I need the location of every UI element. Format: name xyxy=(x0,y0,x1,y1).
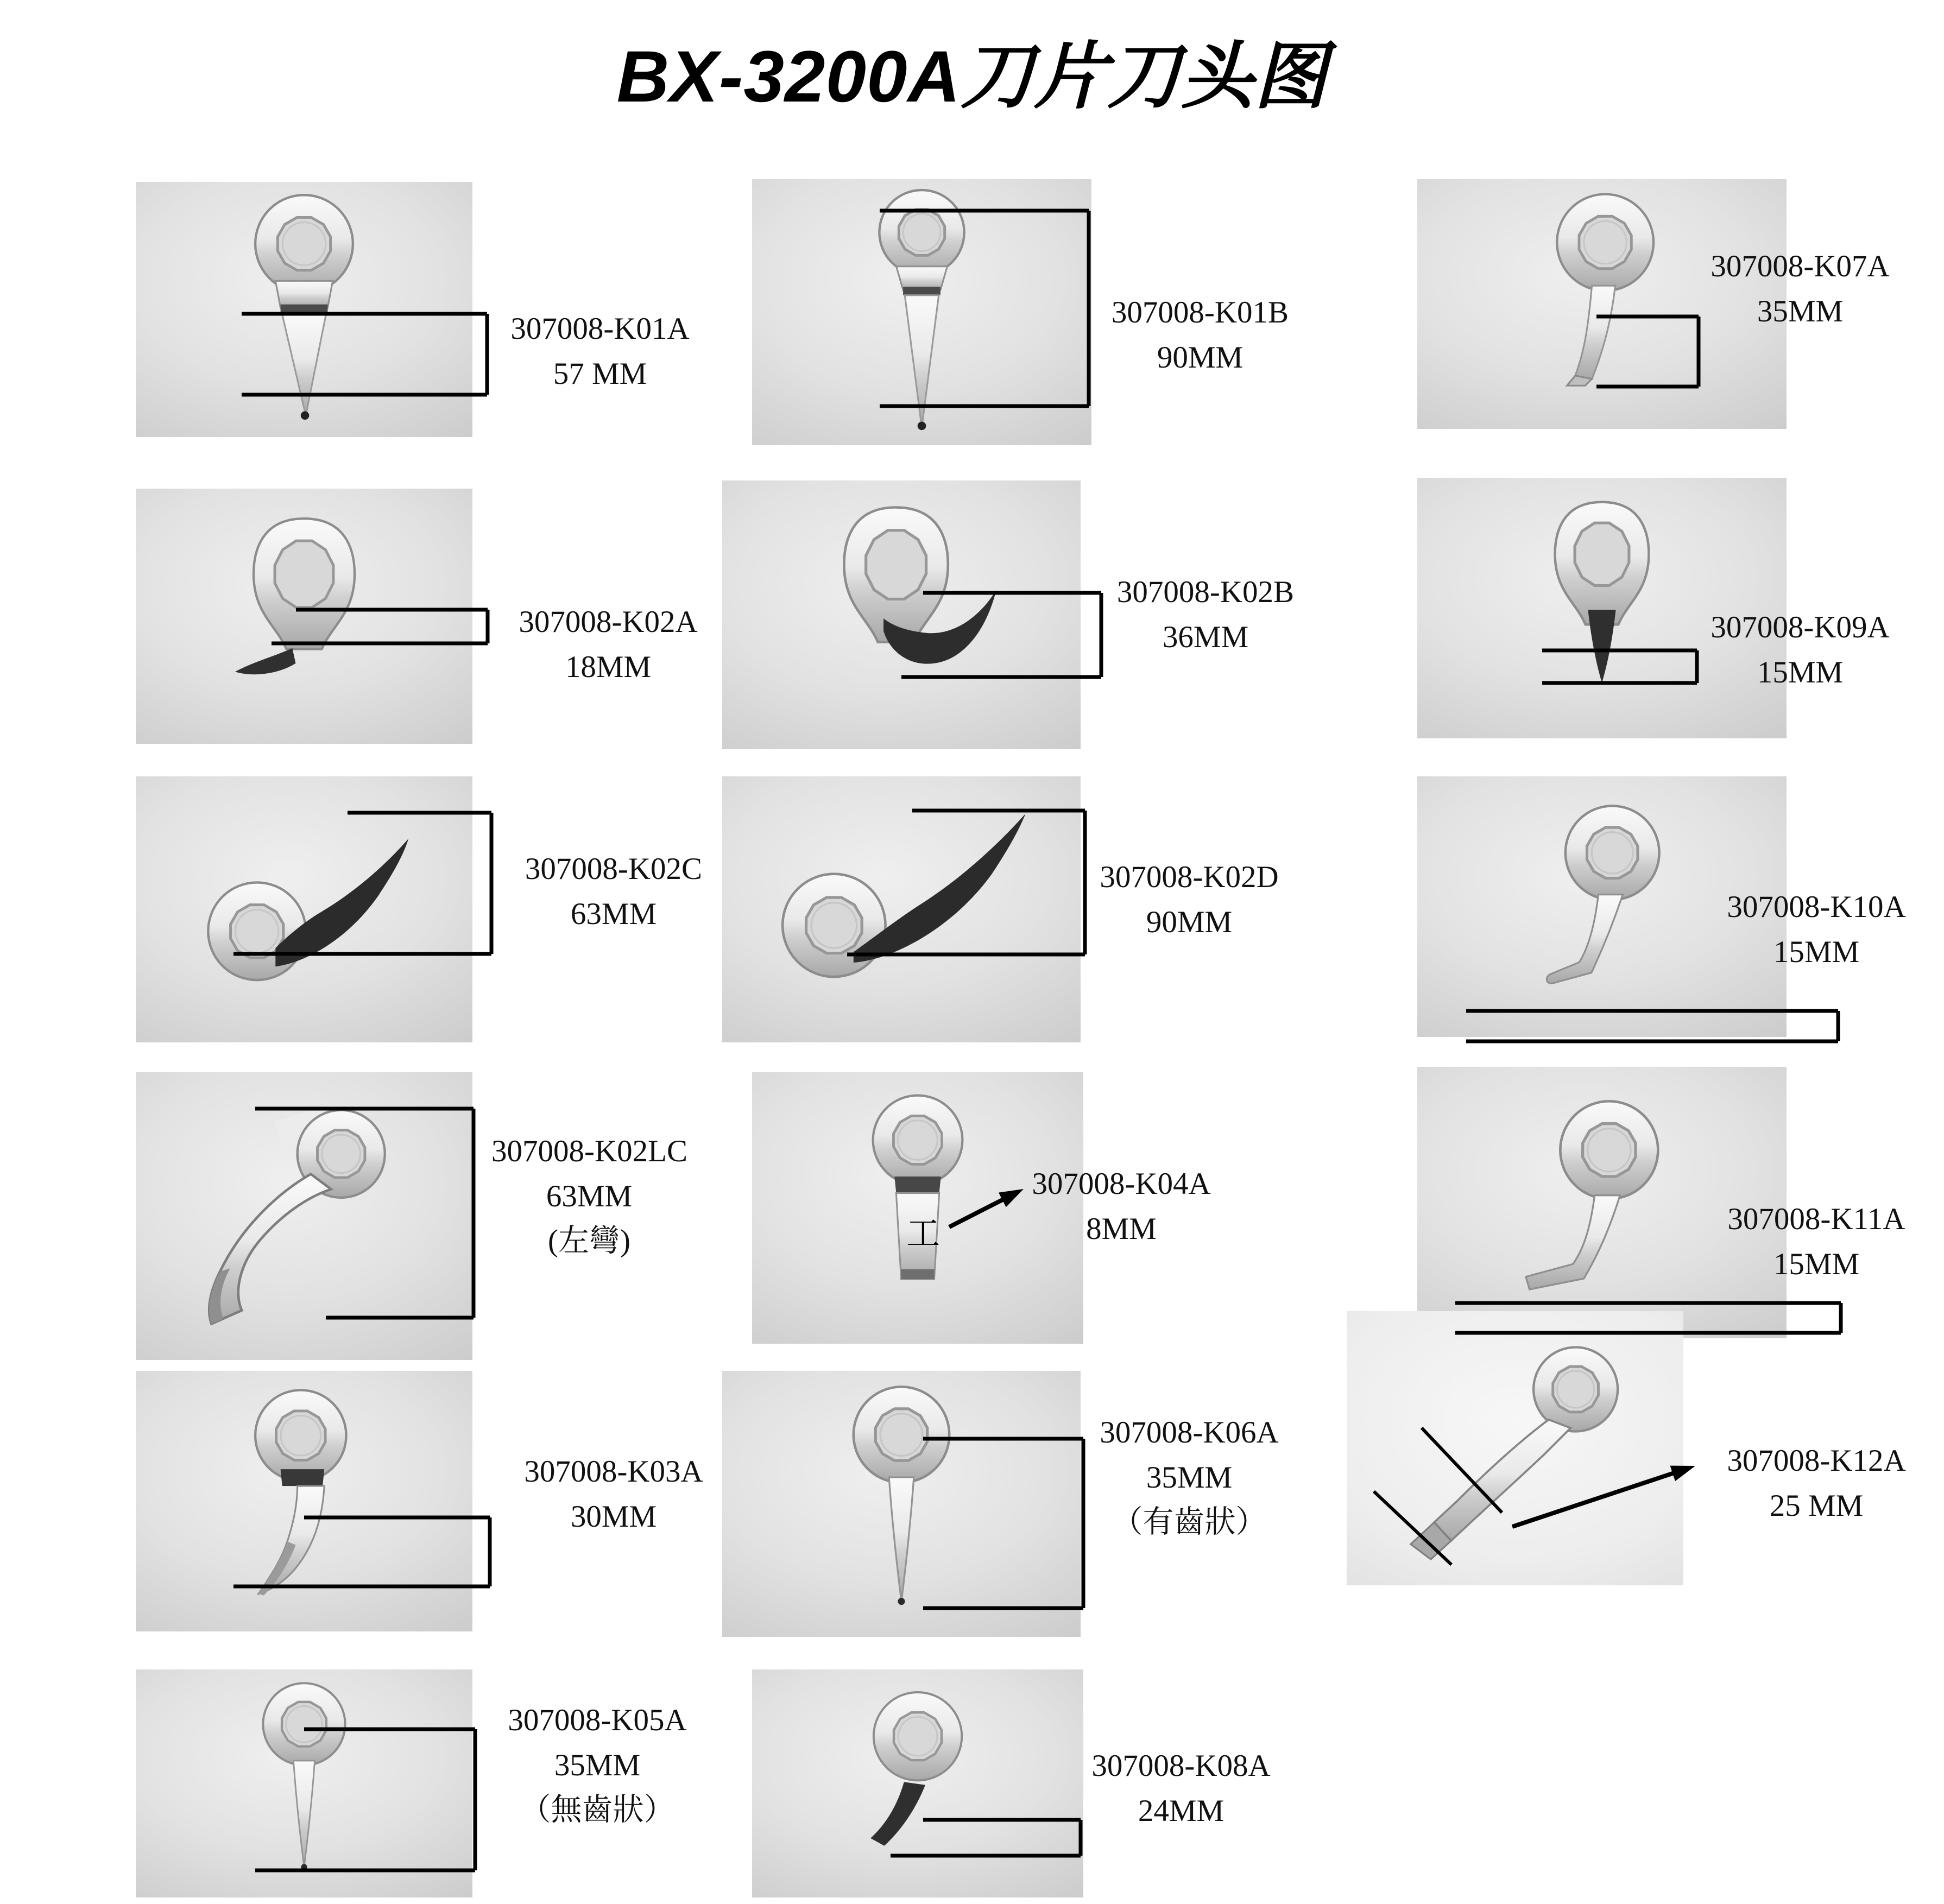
part-size: 35MM xyxy=(1757,294,1844,328)
part-label xyxy=(1721,1197,1911,1287)
part-size: 25 MM xyxy=(1769,1488,1864,1523)
part-label xyxy=(1721,885,1911,975)
part-label xyxy=(500,1698,695,1833)
blade-icon-claw xyxy=(136,1371,472,1631)
part-number: 307008-K10A xyxy=(1727,890,1906,924)
part-number: 307008-K06A xyxy=(1100,1415,1279,1450)
part-size: 18MM xyxy=(565,649,652,684)
blade-photo xyxy=(722,1371,1081,1637)
part-number: 307008-K02C xyxy=(525,852,703,886)
blade-icon-thin xyxy=(722,1371,1081,1637)
part-note: （有齒狀） xyxy=(1112,1505,1267,1540)
blade-icon-taper xyxy=(136,182,472,437)
part-label xyxy=(1091,855,1287,945)
part-label xyxy=(1721,1439,1911,1528)
blade-photo xyxy=(1347,1311,1683,1585)
part-label xyxy=(1086,1744,1276,1833)
blade-photo xyxy=(136,776,472,1042)
part-note: (左彎) xyxy=(548,1224,630,1258)
blade-photo xyxy=(136,1072,472,1360)
part-label xyxy=(516,847,711,937)
blade-icon-thin xyxy=(136,1669,472,1897)
part-size: 30MM xyxy=(570,1499,657,1534)
blade-photo xyxy=(136,1669,472,1897)
part-label xyxy=(1705,244,1895,334)
part-size: 24MM xyxy=(1138,1793,1225,1828)
blade-icon-taperLong xyxy=(752,179,1091,445)
part-size: 35MM xyxy=(1146,1460,1233,1495)
part-number: 307008-K02LC xyxy=(491,1134,687,1168)
blade-icon-arcRight1 xyxy=(136,776,472,1042)
part-size: 36MM xyxy=(1162,619,1249,654)
blade-photo xyxy=(136,489,472,744)
part-size: 8MM xyxy=(1086,1211,1157,1246)
part-number: 307008-K02D xyxy=(1100,860,1279,894)
part-label xyxy=(1029,1162,1214,1251)
part-size: 15MM xyxy=(1773,1247,1860,1281)
i-beam-mark: 工 xyxy=(906,1216,940,1253)
part-number: 307008-K04A xyxy=(1032,1167,1211,1201)
part-number: 307008-K11A xyxy=(1727,1202,1905,1236)
part-number: 307008-K03A xyxy=(524,1454,703,1489)
blade-icon-darkHook xyxy=(752,1669,1083,1897)
part-number: 307008-K12A xyxy=(1727,1444,1906,1478)
blade-photo xyxy=(136,1371,472,1631)
part-label xyxy=(491,1129,687,1264)
part-label xyxy=(491,307,709,396)
part-number: 307008-K07A xyxy=(1711,249,1890,283)
part-label xyxy=(1102,570,1309,660)
part-number: 307008-K09A xyxy=(1711,610,1890,644)
blade-icon-swooshRight xyxy=(722,480,1081,749)
part-label xyxy=(510,600,706,690)
blade-icon-bigCurveLeft xyxy=(136,1072,472,1360)
part-number: 307008-K02B xyxy=(1116,575,1295,609)
part-number: 307008-K05A xyxy=(508,1703,687,1737)
part-size: 35MM xyxy=(554,1748,641,1782)
part-size: 15MM xyxy=(1773,934,1860,969)
part-number: 307008-K01B xyxy=(1111,295,1289,330)
part-number: 307008-K08A xyxy=(1091,1749,1271,1783)
blade-photo xyxy=(722,776,1081,1042)
part-number: 307008-K02A xyxy=(519,605,698,639)
part-size: 15MM xyxy=(1757,655,1844,690)
blade-photo xyxy=(752,179,1091,445)
part-label xyxy=(1091,1410,1287,1545)
part-note: （無齒狀） xyxy=(520,1793,675,1827)
part-size: 90MM xyxy=(1146,904,1233,939)
blade-icon-diagChisel xyxy=(1347,1311,1683,1585)
part-label xyxy=(1705,605,1895,695)
part-size: 63MM xyxy=(570,896,657,931)
page-title: BX-3200A刀片刀头图 xyxy=(616,36,1328,117)
part-label xyxy=(516,1450,711,1539)
part-label xyxy=(1102,290,1298,380)
blade-icon-hookSmall xyxy=(136,489,472,744)
part-size: 57 MM xyxy=(553,356,647,391)
part-size: 63MM xyxy=(546,1179,633,1213)
blade-icon-arcRight2 xyxy=(722,776,1081,1042)
part-number: 307008-K01A xyxy=(510,312,690,346)
blade-photo xyxy=(136,182,472,437)
part-size: 90MM xyxy=(1157,340,1244,375)
blade-photo xyxy=(722,480,1081,749)
blade-photo xyxy=(752,1669,1083,1897)
